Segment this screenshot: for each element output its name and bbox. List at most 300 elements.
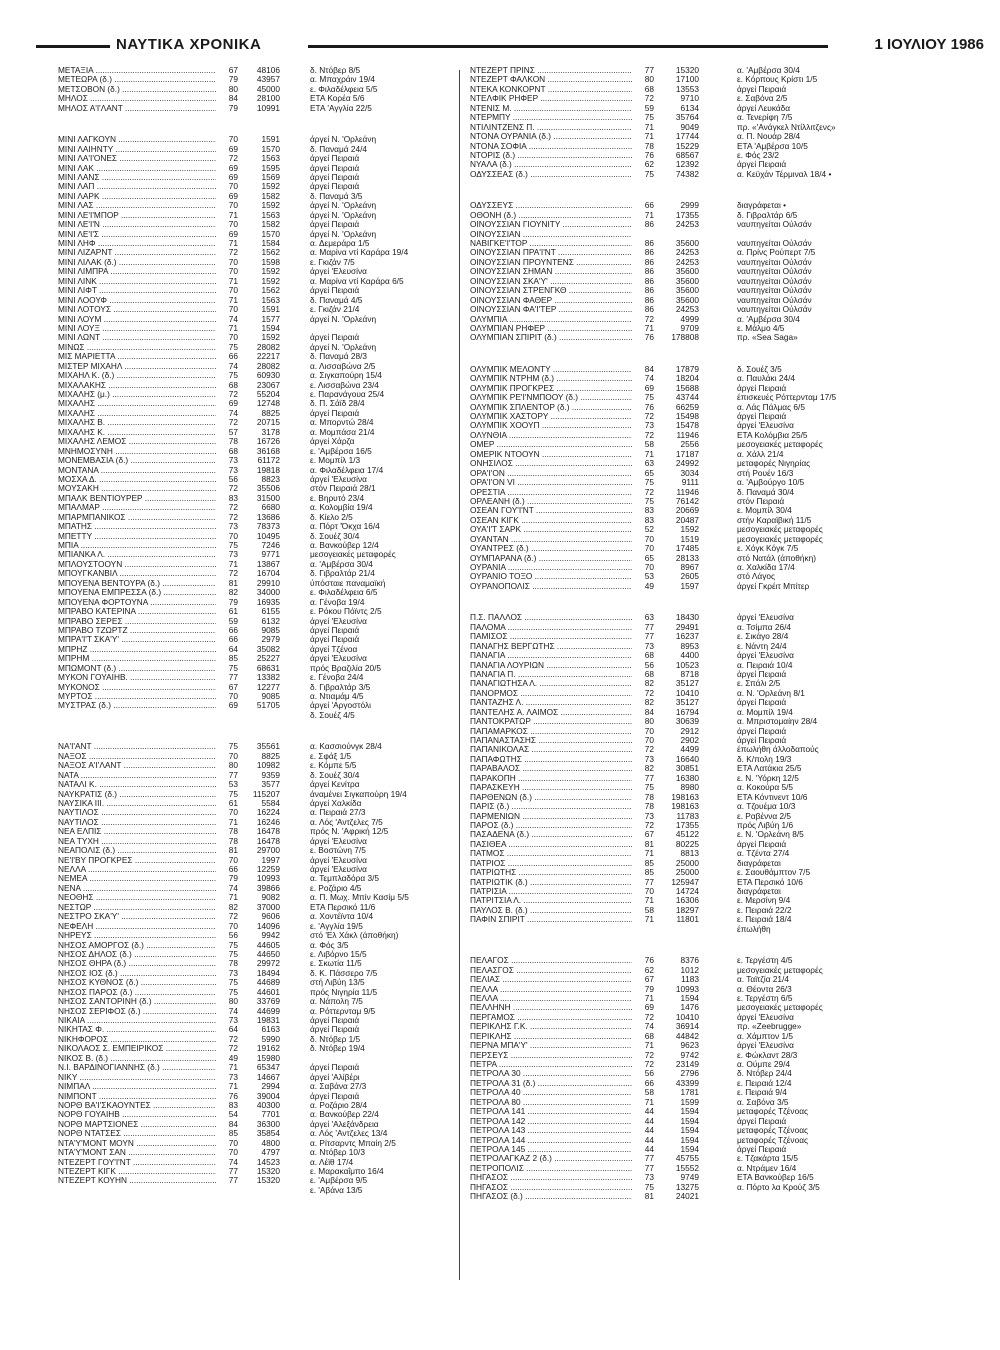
ship-year: 82 — [228, 901, 238, 912]
ship-year: 70 — [228, 219, 238, 230]
ship-year: 70 — [644, 735, 654, 745]
ship-name: ΟΡΕΣΤΙΑ ..... — [470, 488, 632, 497]
ship-tonnage: 15478 — [675, 420, 699, 431]
ship-name: ΜΙΝΙ ΛΑΣ ..... — [58, 201, 216, 210]
ship-location: μεταφορές Τζένοας — [737, 1126, 808, 1136]
ship-year: 68 — [644, 1030, 654, 1041]
ship-location: άργεί Χαλκίδα — [310, 798, 362, 808]
ship-row — [58, 799, 453, 808]
ship-name: ΜΠΟΥΓΚΑΝΒΙΛ ..... — [58, 569, 216, 578]
ship-name: ΜΙΝΙ ΛΑΚ ..... — [58, 164, 216, 173]
ship-name: ΠΕΡΝΑ ΜΠΑ'Υ' ..... — [470, 1041, 632, 1050]
ship-location: στό Λάγος — [737, 572, 775, 582]
ship-tonnage: 39866 — [256, 882, 280, 893]
ship-location: ναυπηγείται Ούλσάν — [737, 220, 812, 230]
ship-name: ΜΗΛΟΣ Α'Ι'ΛΑΝΤ ..... — [58, 104, 216, 113]
ship-year: 70 — [228, 854, 238, 865]
ship-year: 58 — [644, 904, 654, 915]
ship-row — [58, 959, 453, 968]
ship-location: δ. Παναμά 3/5 — [310, 191, 363, 201]
ship-tonnage: 18494 — [256, 967, 280, 978]
ship-location: α. Μομπίλ 19/4 — [737, 707, 793, 717]
ship-year: 72 — [228, 483, 238, 494]
ship-name: ΟΥΡΑΝΙΟ ΤΟΞΟ ..... — [470, 572, 632, 581]
ship-tonnage: 17355 — [675, 209, 699, 220]
ship-name: ΝΤΕΖΕΡΤ ΠΡΙΝΣ ..... — [470, 66, 632, 75]
ship-tonnage: 80225 — [675, 838, 699, 849]
ship-year: 72 — [228, 568, 238, 579]
ship-tonnage: 48106 — [256, 65, 280, 75]
ship-tonnage: 8953 — [680, 640, 699, 651]
ship-tonnage: 2994 — [261, 1081, 280, 1092]
ship-tonnage: 28133 — [675, 552, 699, 563]
ship-location: άργεί 'Ελευσίνα — [737, 1041, 794, 1051]
ship-row — [58, 315, 453, 324]
ship-row — [58, 818, 453, 827]
ship-location: α. Κεϋχάν Τέρμιναλ 18/4 • — [737, 169, 832, 179]
ship-row — [470, 582, 900, 591]
ship-name: ΠΕΤΡΟΛΑΓΚΑΖ 2 (δ.) ..... — [470, 1154, 632, 1163]
ship-name — [58, 1186, 216, 1195]
ship-row — [58, 333, 453, 342]
ship-year: 73 — [228, 521, 238, 532]
ship-year: 73 — [228, 967, 238, 978]
ship-name: ΜΙΝΙ ΛΙΛΑΚ (δ.) ..... — [58, 258, 216, 267]
ship-tonnage: 3178 — [261, 426, 280, 437]
ship-year: 68 — [228, 379, 238, 390]
ship-location: ε. Γένοβα 24/4 — [310, 673, 364, 683]
ship-year: 67 — [228, 681, 238, 692]
ship-location: άργεί Πειραιά — [310, 220, 360, 230]
ship-tonnage: 6163 — [261, 1024, 280, 1035]
ship-row — [58, 808, 453, 817]
ship-location: δ. Παναμά 24/4 — [310, 144, 367, 154]
ship-location: ε. Πειραιά 9/4 — [737, 1088, 787, 1098]
ship-row — [58, 617, 453, 626]
ship-name: ΟΡΑ'Ι'ΟΝ ..... — [470, 469, 632, 478]
ship-tonnage: 13382 — [256, 672, 280, 683]
ship-year: 82 — [228, 587, 238, 598]
ship-location: πρός Ν. 'Αφρική 12/5 — [310, 827, 389, 837]
ship-tonnage: 43957 — [256, 74, 280, 85]
ship-year: 74 — [228, 1156, 238, 1167]
ship-tonnage: 18430 — [675, 612, 699, 623]
ship-row — [58, 164, 453, 173]
ship-tonnage: 2796 — [680, 1068, 699, 1079]
ship-name: ΠΑΠΑΝΑΣΤΑΣΗΣ ..... — [470, 736, 632, 745]
ship-tonnage: 18297 — [675, 904, 699, 915]
ship-name: ΜΟΥΣΑΚΗ ..... — [58, 484, 216, 493]
ship-tonnage: 1594 — [680, 992, 699, 1003]
ship-tonnage: 14523 — [256, 1156, 280, 1167]
ship-year: 59 — [644, 102, 654, 113]
ship-row — [58, 1101, 453, 1110]
ship-name: ΝΤΟΡΙΣ (δ.) ..... — [470, 151, 632, 160]
ship-name: ΝΕΑΠΟΛΙΣ (δ.) ..... — [58, 846, 216, 855]
ship-row — [58, 503, 453, 512]
ship-name: ΠΗΓΑΣΟΣ ..... — [470, 1183, 632, 1192]
ship-name: ΝΤΑ'Υ'ΜΟΝΤ ΜΟΥΝ ..... — [58, 1139, 216, 1148]
ship-tonnage: 19831 — [256, 1015, 280, 1025]
ship-name: ΜΟΝΤΑΝΑ ..... — [58, 466, 216, 475]
ship-tonnage: 11946 — [676, 486, 699, 497]
ship-name: ΠΑΝΑΓΙΑ ..... — [470, 651, 632, 660]
ship-location: ε. Λισσαβώνα 23/4 — [310, 380, 379, 390]
ship-tonnage: 29491 — [675, 621, 699, 632]
ship-name: ΟΥΡΑΝΙΑ ..... — [470, 563, 632, 572]
ship-location: α. Χάμπτον 1/5 — [737, 1031, 794, 1041]
ship-name: ΠΕΤΡΟΛΑ 80 ..... — [470, 1098, 632, 1107]
ship-year: 78 — [644, 791, 654, 802]
ship-year: 75 — [644, 477, 654, 488]
ship-name: ΠΑΝΑΓΙΩΤΗΣΑ Λ. ..... — [470, 679, 632, 688]
ship-list-section — [470, 956, 900, 1201]
ship-tonnage: 36300 — [256, 1118, 280, 1129]
ship-tonnage: 1570 — [261, 143, 280, 154]
ship-year: 73 — [228, 455, 238, 466]
ship-year: 57 — [228, 426, 238, 437]
section-gap — [470, 591, 900, 613]
ship-year: 75 — [228, 741, 238, 752]
ship-list-section — [470, 201, 900, 343]
ship-year: 70 — [228, 1147, 238, 1158]
ship-location: άργεί Πειραιά — [310, 408, 360, 418]
ship-name: ΝΑΥΤΙΛΟΣ ..... — [58, 808, 216, 817]
ship-row — [58, 742, 453, 751]
ship-name: ΝΗΡΕΥΣ ..... — [58, 931, 216, 940]
ship-row — [58, 286, 453, 295]
ship-row — [58, 626, 453, 635]
ship-tonnage: 17100 — [675, 74, 699, 85]
ship-year: 72 — [644, 1049, 654, 1060]
ship-tonnage: 8718 — [680, 668, 699, 679]
ship-name: ΜΠΟΥΕΝΑ ΦΟΡΤΟΥΝΑ ..... — [58, 598, 216, 607]
ship-name: ΠΗΓΑΣΟΣ ..... — [470, 1173, 632, 1182]
ship-name: ΜΙΧΑΛΗΣ ..... — [58, 399, 216, 408]
ship-name: ΠΑΝΑΓΙΑ Π. ..... — [470, 670, 632, 679]
ship-year: 75 — [644, 495, 654, 506]
ship-name: ΝΕΝΑ ..... — [58, 884, 216, 893]
ship-location: άργεί Ν. 'Ορλεάνη — [310, 342, 377, 352]
ship-name: ΟΡΑ'Ι'ΟΝ VI ..... — [470, 478, 632, 487]
ship-year: 71 — [228, 1062, 238, 1073]
ship-year: 80 — [228, 83, 238, 94]
ship-row — [58, 532, 453, 541]
ship-tonnage: 1562 — [261, 285, 280, 296]
ship-tonnage: 1997 — [261, 854, 280, 865]
ship-year: 72 — [228, 911, 238, 922]
ship-row — [58, 1035, 453, 1044]
ship-name: ΜΠΑΡΜΠΑΝΙΚΟΣ ..... — [58, 513, 216, 522]
ship-row — [58, 75, 453, 84]
ship-year: 79 — [228, 873, 238, 884]
ship-location: άργεί 'Ελευσίνα — [737, 421, 794, 431]
ship-name: ΜΙΧΑΛΗΣ (μ.) ..... — [58, 390, 216, 399]
ship-row — [58, 1139, 453, 1148]
ship-name: ΜΠΑΛΚ ΒΕΝΤΙΟΥΡΕΡ ..... — [58, 494, 216, 503]
ship-location: στό Νατάλ (άποθήκη) — [737, 553, 817, 563]
ship-year: 70 — [644, 533, 654, 544]
ship-year: 72 — [644, 744, 654, 755]
ship-tonnage: 1592 — [261, 266, 280, 277]
ship-name: ΜΙΝΙ ΛΕ'Ι'Σ ..... — [58, 230, 216, 239]
ship-location: δ. Γιβραλτάρ 21/4 — [310, 569, 375, 579]
ship-name: ΠΑΝΤΕΛΗΣ Α. ΛΑΙΜΟΣ ..... — [470, 708, 632, 717]
ship-location: άργεί Ν. 'Ορλεάνη — [310, 201, 377, 211]
ship-location: έπωλήθη άλλοδαπούς — [737, 745, 819, 755]
ship-location: μεσογειακές μεταφορές — [737, 534, 823, 544]
ship-tonnage: 35600 — [675, 275, 699, 286]
ship-year: 78 — [228, 826, 238, 837]
ship-location: α. Ροζάριο 28/4 — [310, 1100, 368, 1110]
ship-name: ΟΛΥΜΠΙΚ ΜΕΛΟΝΤΥ ..... — [470, 365, 632, 374]
ship-tonnage: 9085 — [261, 691, 280, 701]
ship-name: ΜΙΧΑΛΑΚΗΣ ..... — [58, 381, 216, 390]
ship-year: 69 — [228, 143, 238, 154]
ship-year: 72 — [644, 687, 654, 698]
ship-location: ε. Μομπίλ 1/3 — [310, 456, 361, 466]
ship-row — [58, 560, 453, 569]
ship-tonnage: 8376 — [680, 955, 699, 966]
ship-tonnage: 78373 — [256, 521, 280, 532]
ship-location: ύπόσταιε παναμαϊκή — [310, 578, 386, 588]
ship-name: ΝΕΜΕΑ ..... — [58, 874, 216, 883]
ship-year: 80 — [228, 996, 238, 1007]
ship-year: 86 — [644, 275, 654, 286]
ship-location: άργεί Πειραιά — [737, 1144, 787, 1154]
ship-list-section — [470, 365, 900, 592]
ship-year: 71 — [644, 848, 654, 859]
ship-name: ΜΙΝΙ ΛΟΟΥΦ ..... — [58, 296, 216, 305]
ship-location: ε. Γκιζάν 21/4 — [310, 305, 360, 315]
ship-name: ΜΕΤΕΩΡΑ (δ.) ..... — [58, 75, 216, 84]
publication-title: ΝΑΥΤΙΚΑ ΧΡΟΝΙΚΑ — [116, 36, 262, 53]
ship-tonnage: 76142 — [675, 495, 699, 506]
ship-name: ΜΥΣΤΡΑΣ (δ.) ..... — [58, 701, 216, 710]
ship-tonnage: 15320 — [675, 65, 699, 75]
ship-year: 73 — [644, 1172, 654, 1183]
ship-year: 76 — [644, 955, 654, 966]
ship-year: 75 — [228, 939, 238, 950]
ship-name: ΟΛΥΜΠΙΑ ..... — [470, 315, 632, 324]
ship-tonnage: 2605 — [680, 571, 699, 582]
ship-location: διαγράφεται — [737, 858, 781, 868]
ship-name: ΝΑΤΑΛΙ Κ. ..... — [58, 780, 216, 789]
ship-location: ναυπηγείται Ούλσάν — [737, 239, 812, 248]
ship-location: ε. Μάλμο 4/5 — [737, 323, 785, 333]
ship-tonnage: 44842 — [675, 1030, 699, 1041]
ship-row — [58, 428, 453, 437]
ship-row — [470, 925, 900, 934]
ship-tonnage: 12259 — [256, 864, 280, 874]
ship-year: 70 — [644, 562, 654, 572]
ship-tonnage: 1781 — [680, 1087, 699, 1098]
ship-location: α. Τζουέμα 10/3 — [737, 802, 796, 812]
ship-year: 70 — [228, 285, 238, 296]
ship-location: άργεί Κενίτρα — [310, 780, 360, 790]
ship-year: 71 — [228, 294, 238, 305]
ship-location: ε. Μερσίνη 9/4 — [737, 896, 791, 906]
ship-name: ΠΑΝΑΓΙΑ ΛΟΥΡΙΩΝ ..... — [470, 661, 632, 670]
ship-name: ΜΠΟΥΕΝΑ ΒΕΝΤΟΥΡΑ (δ.) ..... — [58, 579, 216, 588]
ship-tonnage: 16726 — [256, 436, 280, 447]
ship-tonnage: 19162 — [256, 1043, 280, 1054]
ship-year: 77 — [228, 1166, 238, 1176]
ship-row — [58, 239, 453, 248]
ship-tonnage: 9771 — [261, 549, 280, 560]
ship-name: ΠΑΤΡΙΤΣΙΑ Λ. ..... — [470, 896, 632, 905]
ship-year: 69 — [644, 382, 654, 393]
ship-tonnage: 9359 — [261, 769, 280, 780]
ship-name: ΟΔΥΣΣΕΑΣ (δ.) ..... — [470, 170, 632, 179]
ship-row — [58, 673, 453, 682]
ship-tonnage: 43399 — [675, 1077, 699, 1088]
ship-year: 71 — [644, 448, 654, 459]
ship-name: ΟΛΥΜΠΙΚ ΠΡΟΓΚΡΕΣ ..... — [470, 384, 632, 393]
ship-name: ΠΕΡΣΕΥΣ ..... — [470, 1051, 632, 1060]
ship-tonnage: 20487 — [675, 514, 699, 525]
ship-year: 66 — [228, 624, 238, 635]
ship-row — [470, 333, 900, 342]
ship-tonnage: 9749 — [680, 1172, 699, 1183]
ship-name: ΝΤΕΡΜΠΥ ..... — [470, 113, 632, 122]
ship-location: διαγράφεται • — [737, 201, 787, 211]
ship-year: 70 — [228, 304, 238, 315]
ship-tonnage: 11783 — [676, 810, 699, 821]
ship-name: ΜΙΝΙ ΛΟΥΞ ..... — [58, 324, 216, 333]
ship-row — [58, 352, 453, 361]
ship-tonnage: 16640 — [675, 753, 699, 764]
ship-name: ΠΕΤΡΟΛΑ 31 (δ.) ..... — [470, 1079, 632, 1088]
ship-year: 71 — [228, 816, 238, 827]
ship-name: ΜΟΣΧΑ Δ. ..... — [58, 475, 216, 484]
ship-tonnage: 22217 — [256, 351, 280, 362]
page-header — [36, 36, 984, 58]
ship-year: 72 — [228, 502, 238, 513]
ship-row — [58, 771, 453, 780]
ship-year: 58 — [644, 439, 654, 450]
ship-location: άναμένει Σιγκαπούρη 19/4 — [310, 789, 407, 799]
ship-tonnage: 6134 — [680, 102, 699, 113]
ship-row — [58, 1007, 453, 1016]
ship-list-section — [58, 135, 453, 720]
ship-name: ΜΙΝΙ ΛΙΝΚ ..... — [58, 277, 216, 286]
ship-row — [58, 66, 453, 75]
ship-year: 80 — [644, 74, 654, 85]
ship-location: άργεί Πειραιά — [310, 286, 360, 296]
ship-tonnage: 15320 — [256, 1166, 280, 1176]
ship-name: ΠΕΤΡΟΛΑ 40 ..... — [470, 1088, 632, 1097]
ship-location: δ. Σουέζ 4/5 — [310, 710, 355, 720]
ship-name: ΠΕΛΙΑΣ ..... — [470, 975, 632, 984]
ship-name: ΜΙΝΙ ΛΑΡΚ ..... — [58, 192, 216, 201]
ship-name: ΝΕΑ ΤΥΧΗ ..... — [58, 837, 216, 846]
ship-year: 85 — [644, 867, 654, 878]
ship-year: 56 — [228, 473, 238, 484]
ship-name: ΠΕΡΓΑΜΟΣ ..... — [470, 1013, 632, 1022]
ship-tonnage: 23149 — [675, 1059, 699, 1069]
ship-location: άργεί Πειραιά — [310, 182, 360, 192]
ship-location: α. Σαβόνα 3/5 — [737, 1097, 789, 1107]
ship-tonnage: 68567 — [675, 149, 699, 160]
ship-location: δ. Ντόβερ 19/4 — [310, 1044, 365, 1054]
ship-year: 66 — [644, 1077, 654, 1088]
ship-tonnage: 44650 — [256, 948, 280, 959]
ship-location: α. Μπορντώ 28/4 — [310, 418, 374, 428]
ship-tonnage: 10993 — [675, 983, 699, 994]
ship-year: 85 — [228, 653, 238, 664]
ship-row — [58, 1158, 453, 1167]
ship-year: 70 — [228, 181, 238, 192]
ship-name: ΜΠΡΗΖ ..... — [58, 645, 216, 654]
ship-tonnage: 12392 — [675, 159, 699, 170]
ship-location: α. Λός 'Αντζελες 7/5 — [310, 817, 383, 827]
ship-location: α. 'Αμβέρσα 30/4 — [737, 66, 800, 75]
ship-year: 70 — [644, 886, 654, 896]
ship-tonnage: 25227 — [256, 653, 280, 664]
ship-tonnage: 1594 — [680, 1106, 699, 1117]
ship-name: ΠΑΥΛΟΣ Β. (δ.) ..... — [470, 906, 632, 915]
ship-location: άργεί Ν. 'Ορλεάνη — [310, 210, 377, 220]
ship-location: δ. Παναμά 30/4 — [737, 487, 794, 497]
ship-tonnage: 1592 — [261, 200, 280, 211]
ship-name: ΟΝΗΣΙΛΟΣ ..... — [470, 459, 632, 468]
ship-location: α. Λάς Πάλμας 6/5 — [737, 402, 805, 412]
ship-tonnage: 24253 — [675, 304, 699, 315]
section-gap — [58, 113, 453, 135]
ship-tonnage: 8967 — [680, 562, 699, 572]
ship-name: ΟΡΛΕΑΝΗ (δ.) ..... — [470, 497, 632, 506]
ship-tonnage: 1594 — [680, 1125, 699, 1136]
ship-tonnage: 35082 — [256, 643, 280, 654]
ship-name: ΝΕΣΤΡΟ ΣΚΑ'Υ' ..... — [58, 912, 216, 921]
ship-row — [470, 915, 900, 924]
ship-location: α. Πόρτο λα Κρούζ 3/5 — [737, 1182, 820, 1192]
ship-year: 78 — [228, 835, 238, 846]
ship-year: 70 — [644, 725, 654, 736]
ship-row — [58, 173, 453, 182]
ship-location: πρ. «Sea Saga» — [737, 333, 798, 343]
ship-name: ΝΟΡΘ ΝΤΑΤΣΕΣ ..... — [58, 1129, 216, 1138]
ship-year: 86 — [644, 304, 654, 315]
ship-name: ΜΙΝΙ ΛΗΦ ..... — [58, 239, 216, 248]
ship-tonnage: 198163 — [671, 791, 699, 802]
ship-year: 86 — [644, 238, 654, 248]
ship-name: ΜΙΣΤΕΡ ΜΙΧΑΗΛ ..... — [58, 362, 216, 371]
ship-location: δ. Ντόβερ 8/5 — [310, 66, 361, 75]
ship-tonnage: 24253 — [675, 256, 699, 267]
ship-year: 72 — [644, 93, 654, 104]
ship-row — [58, 541, 453, 550]
ship-tonnage: 60930 — [256, 370, 280, 381]
ship-location: στή Λιβύη 13/5 — [310, 978, 365, 988]
ship-name: ΜΙΝΙ ΛΙΦΤ ..... — [58, 286, 216, 295]
ship-tonnage: 16224 — [256, 807, 280, 818]
ship-location: ναυπηγείται Ούλσάν — [737, 276, 812, 286]
left-column — [58, 66, 453, 1195]
ship-row — [58, 447, 453, 456]
ship-location: ε. Φός 23/2 — [737, 150, 779, 160]
ship-year: 73 — [228, 1015, 238, 1025]
ship-location: πρός Λιβύη 1/6 — [737, 820, 794, 830]
ship-location: ε. Λιβόρνο 15/5 — [310, 949, 367, 959]
ship-year: 75 — [228, 662, 238, 673]
ship-name: ΠΕΤΡΟΛΑ 142 ..... — [470, 1117, 632, 1126]
ship-row — [58, 683, 453, 692]
ship-row — [470, 220, 900, 229]
ship-row — [58, 381, 453, 390]
ship-tonnage: 40300 — [256, 1099, 280, 1110]
